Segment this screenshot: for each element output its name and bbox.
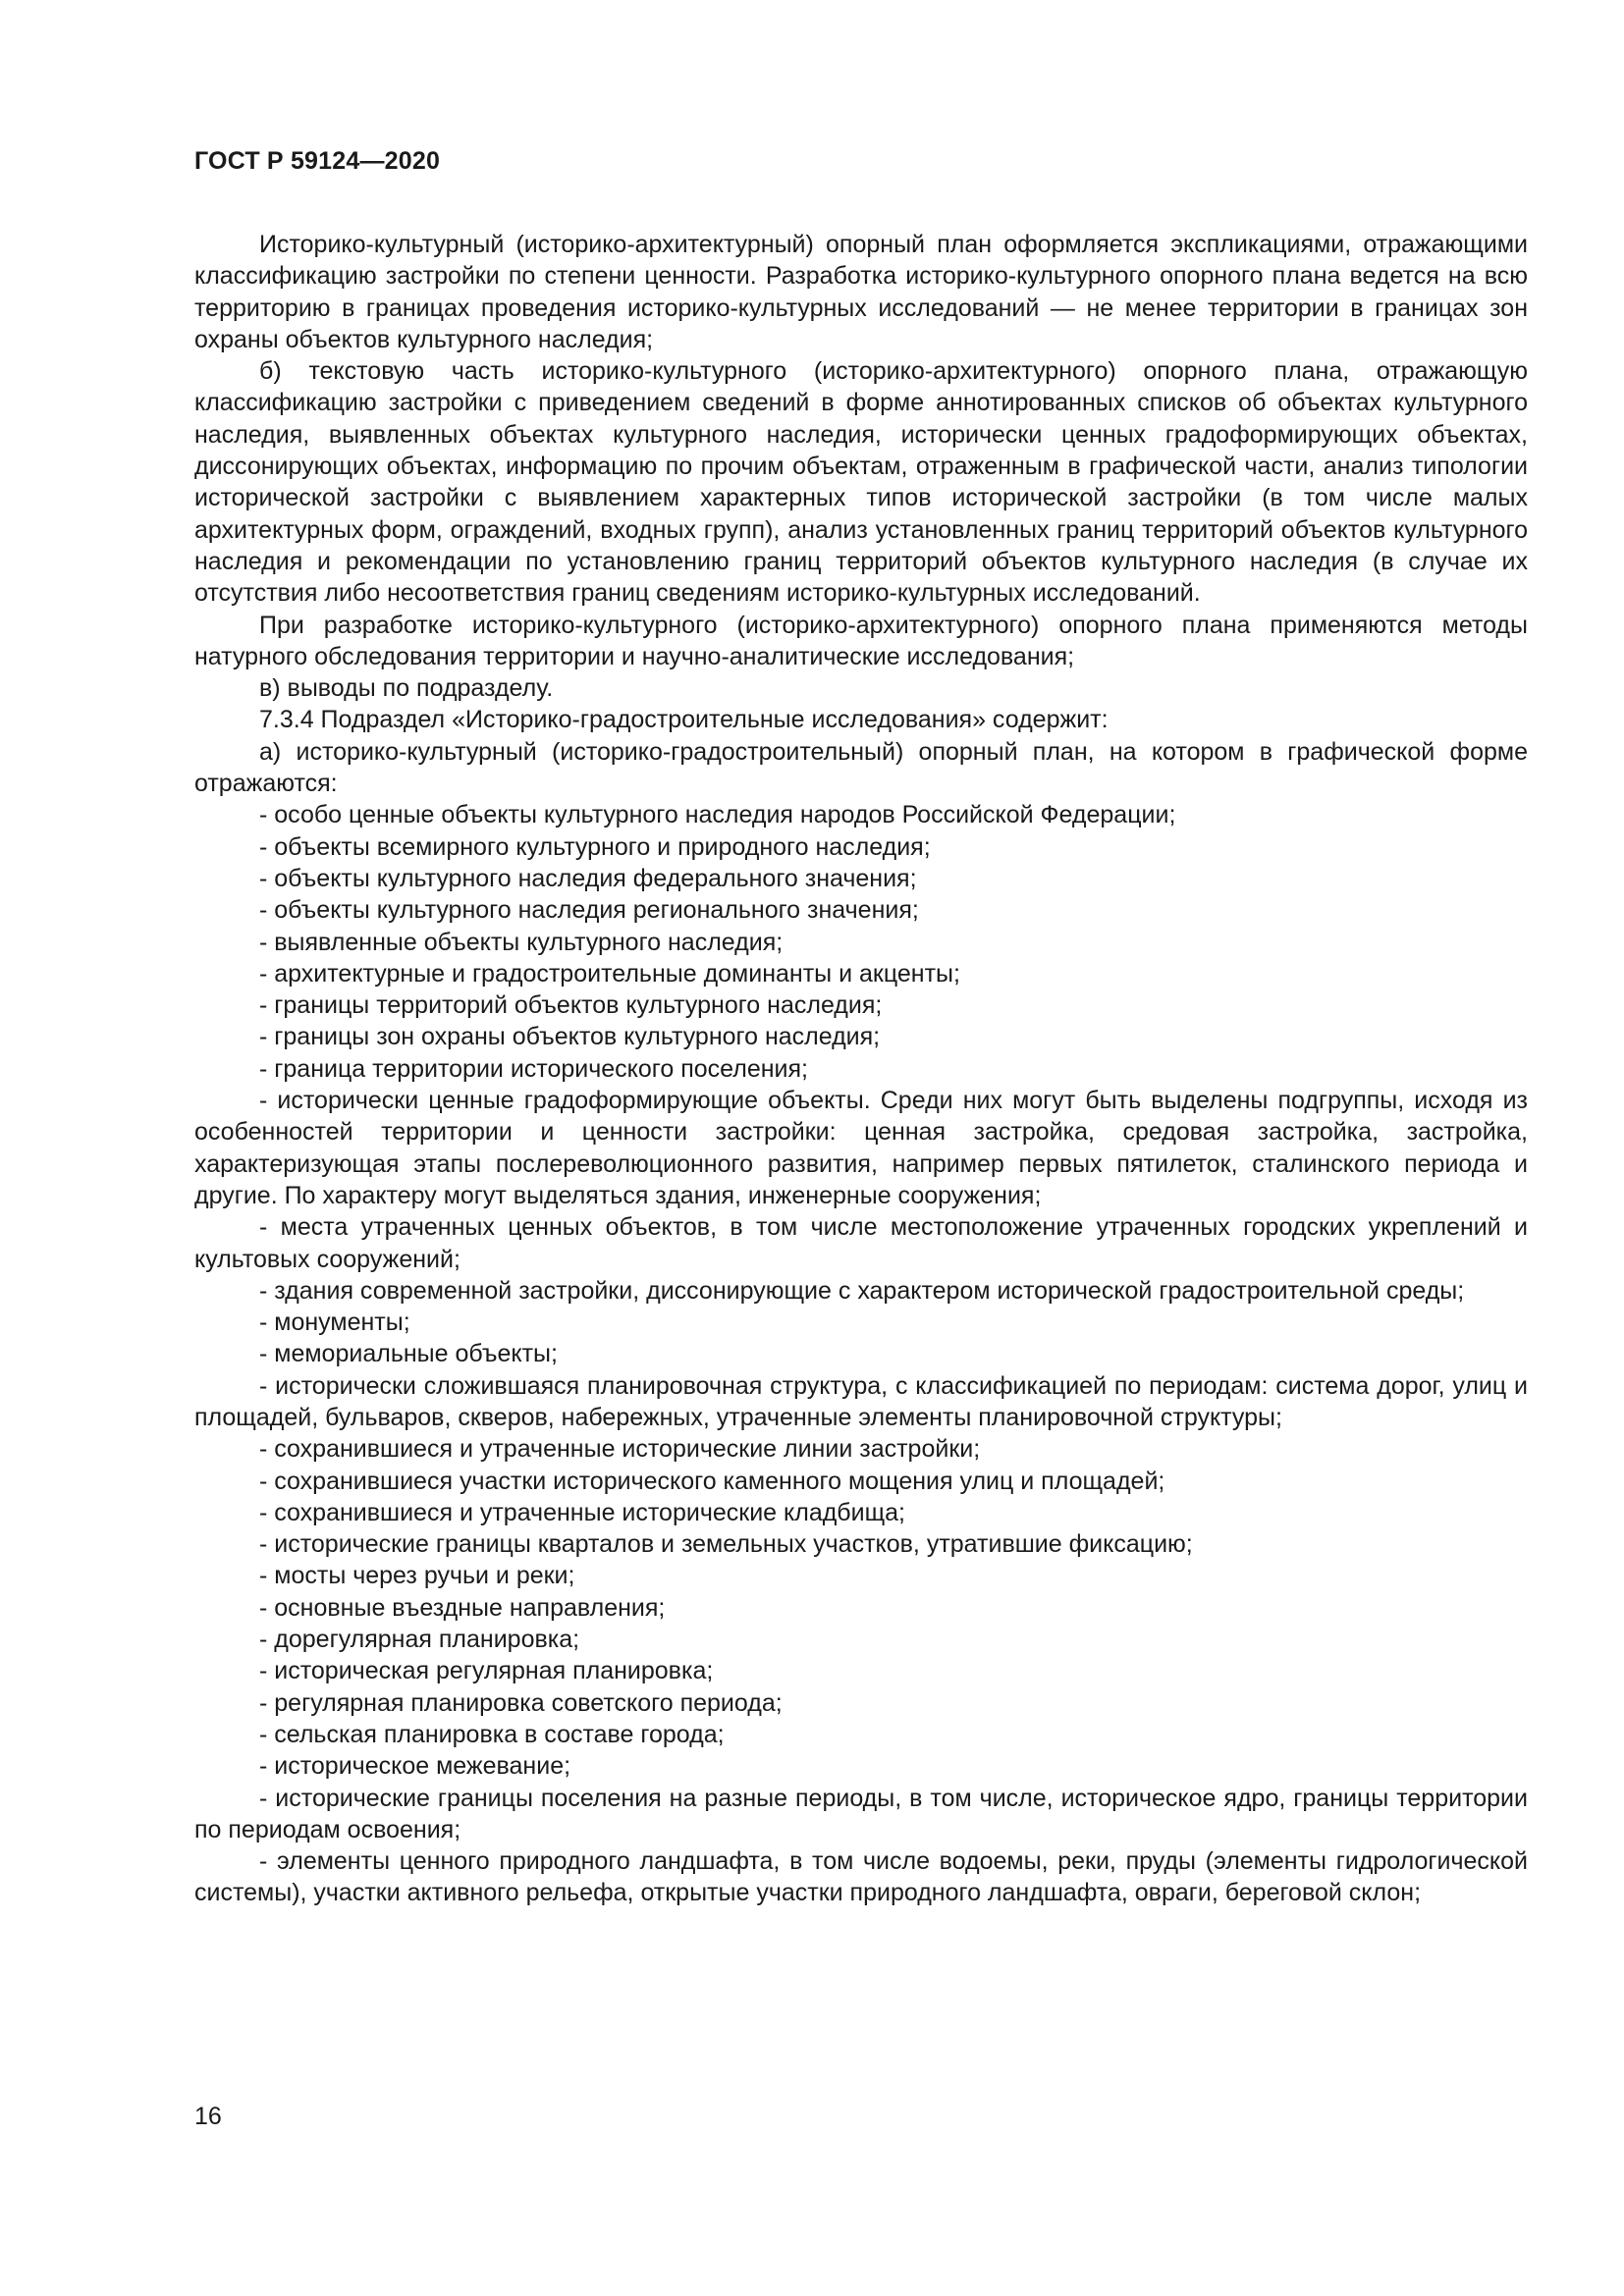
paragraph: 7.3.4 Подраздел «Историко-градостроительные исследования» содержит:: [259, 706, 1109, 734]
list-item: - исторически сложившаяся планировочная структура, с классификацией по периодам: система дорог, улиц и площадей, бульваров, скверов, набережных, утраченные элементы планировочной структуры;: [194, 1371, 1528, 1431]
list-item: - историческое межевание;: [259, 1752, 571, 1781]
list-item: - граница территории исторического поселения;: [259, 1054, 808, 1083]
list-item: - сельская планировка в составе города;: [259, 1720, 725, 1748]
list-item: - исторические границы кварталов и земельных участков, утратившие фиксацию;: [259, 1530, 1193, 1559]
list-item: - объекты культурного наследия регионального значения;: [259, 896, 919, 925]
list-item: - исторически ценные градоформирующие объекты. Среди них могут быть выделены подгруппы, исходя из особенностей территории и ценности застройки: ценная застройка, средовая застройка, застройка, характеризующая этапы послереволюционного развития, например первых пятилеток, сталинского периода и другие. По характеру могут выделяться здания, инженерные сооружения;: [194, 1087, 1528, 1209]
list-item: - места утраченных ценных объектов, в том числе местоположение утраченных городских укреплений и культовых сооружений;: [194, 1213, 1528, 1273]
list-item: - сохранившиеся участки исторического каменного мощения улиц и площадей;: [259, 1467, 1165, 1495]
list-item: - мосты через ручьи и реки;: [259, 1562, 575, 1590]
list-item: - архитектурные и градостроительные доминанты и акценты;: [259, 959, 960, 988]
list-item: - элементы ценного природного ландшафта, в том числе водоемы, реки, пруды (элементы гидрологической системы), участки активного рельефа, открытые участки природного ландшафта, овраги, береговой склон;: [194, 1847, 1528, 1907]
document-body: [194, 229, 1528, 1909]
list-item: - объекты всемирного культурного и природного наследия;: [259, 832, 931, 861]
list-item: - основные въездные направления;: [259, 1593, 666, 1622]
paragraph: Историко-культурный (историко-архитектурный) опорный план оформляется экспликациями, отражающими классификацию застройки по степени ценности. Разработка историко-культурного опорного плана ведется на всю территорию в границах проведения историко-культурных исследований — не менее территории в границах зон охраны объектов культурного наследия;: [194, 231, 1528, 353]
list-item: - объекты культурного наследия федерального значения;: [259, 864, 917, 892]
list-item: - дорегулярная планировка;: [259, 1626, 580, 1654]
paragraph: б) текстовую часть историко-культурного (историко-архитектурного) опорного плана, отражающую классификацию застройки с приведением сведений в форме аннотированных списков об объектах культурного наследия, выявленных объектах культурного наследия, исторически ценных градоформирующих объектах, диссонирующих объектах, информацию по прочим объектам, отраженным в графической части, анализ типологии исторической застройки с выявлением характерных типов исторической застройки (в том числе малых архитектурных форм, ограждений, входных групп), анализ установленных границ территорий объектов культурного наследия и рекомендации по установлению границ территорий объектов культурного наследия (в случае их отсутствия либо несоответствия границ сведениям историко-культурных исследований.: [194, 357, 1528, 608]
paragraph: При разработке историко-культурного (историко-архитектурного) опорного плана применяются методы натурного обследования территории и научно-аналитические исследования;: [194, 611, 1528, 670]
paragraph: в) выводы по подразделу.: [259, 674, 554, 703]
list-item: - сохранившиеся и утраченные исторические линии застройки;: [259, 1435, 981, 1464]
document-header: ГОСТ Р 59124—2020: [194, 147, 441, 175]
paragraph: а) историко-культурный (историко-градостроительный) опорный план, на котором в графической форме отражаются:: [194, 737, 1528, 798]
list-item: - здания современной застройки, диссонирующие с характером исторической градостроительной среды;: [259, 1276, 1465, 1305]
list-item: - выявленные объекты культурного наследия;: [259, 928, 784, 956]
list-item: - регулярная планировка советского периода;: [259, 1688, 783, 1717]
list-item: - границы зон охраны объектов культурного наследия;: [259, 1023, 881, 1051]
page-number: 16: [194, 2103, 222, 2130]
list-item: - историческая регулярная планировка;: [259, 1657, 714, 1685]
list-item: - сохранившиеся и утраченные исторические кладбища;: [259, 1498, 906, 1526]
list-item: - исторические границы поселения на разные периоды, в том числе, историческое ядро, границы территории по периодам освоения;: [194, 1784, 1528, 1843]
list-item: - монументы;: [259, 1308, 410, 1337]
list-item: - мемориальные объекты;: [259, 1340, 558, 1368]
list-item: - границы территорий объектов культурного наследия;: [259, 991, 883, 1020]
list-item: - особо ценные объекты культурного наследия народов Российской Федерации;: [259, 801, 1176, 829]
